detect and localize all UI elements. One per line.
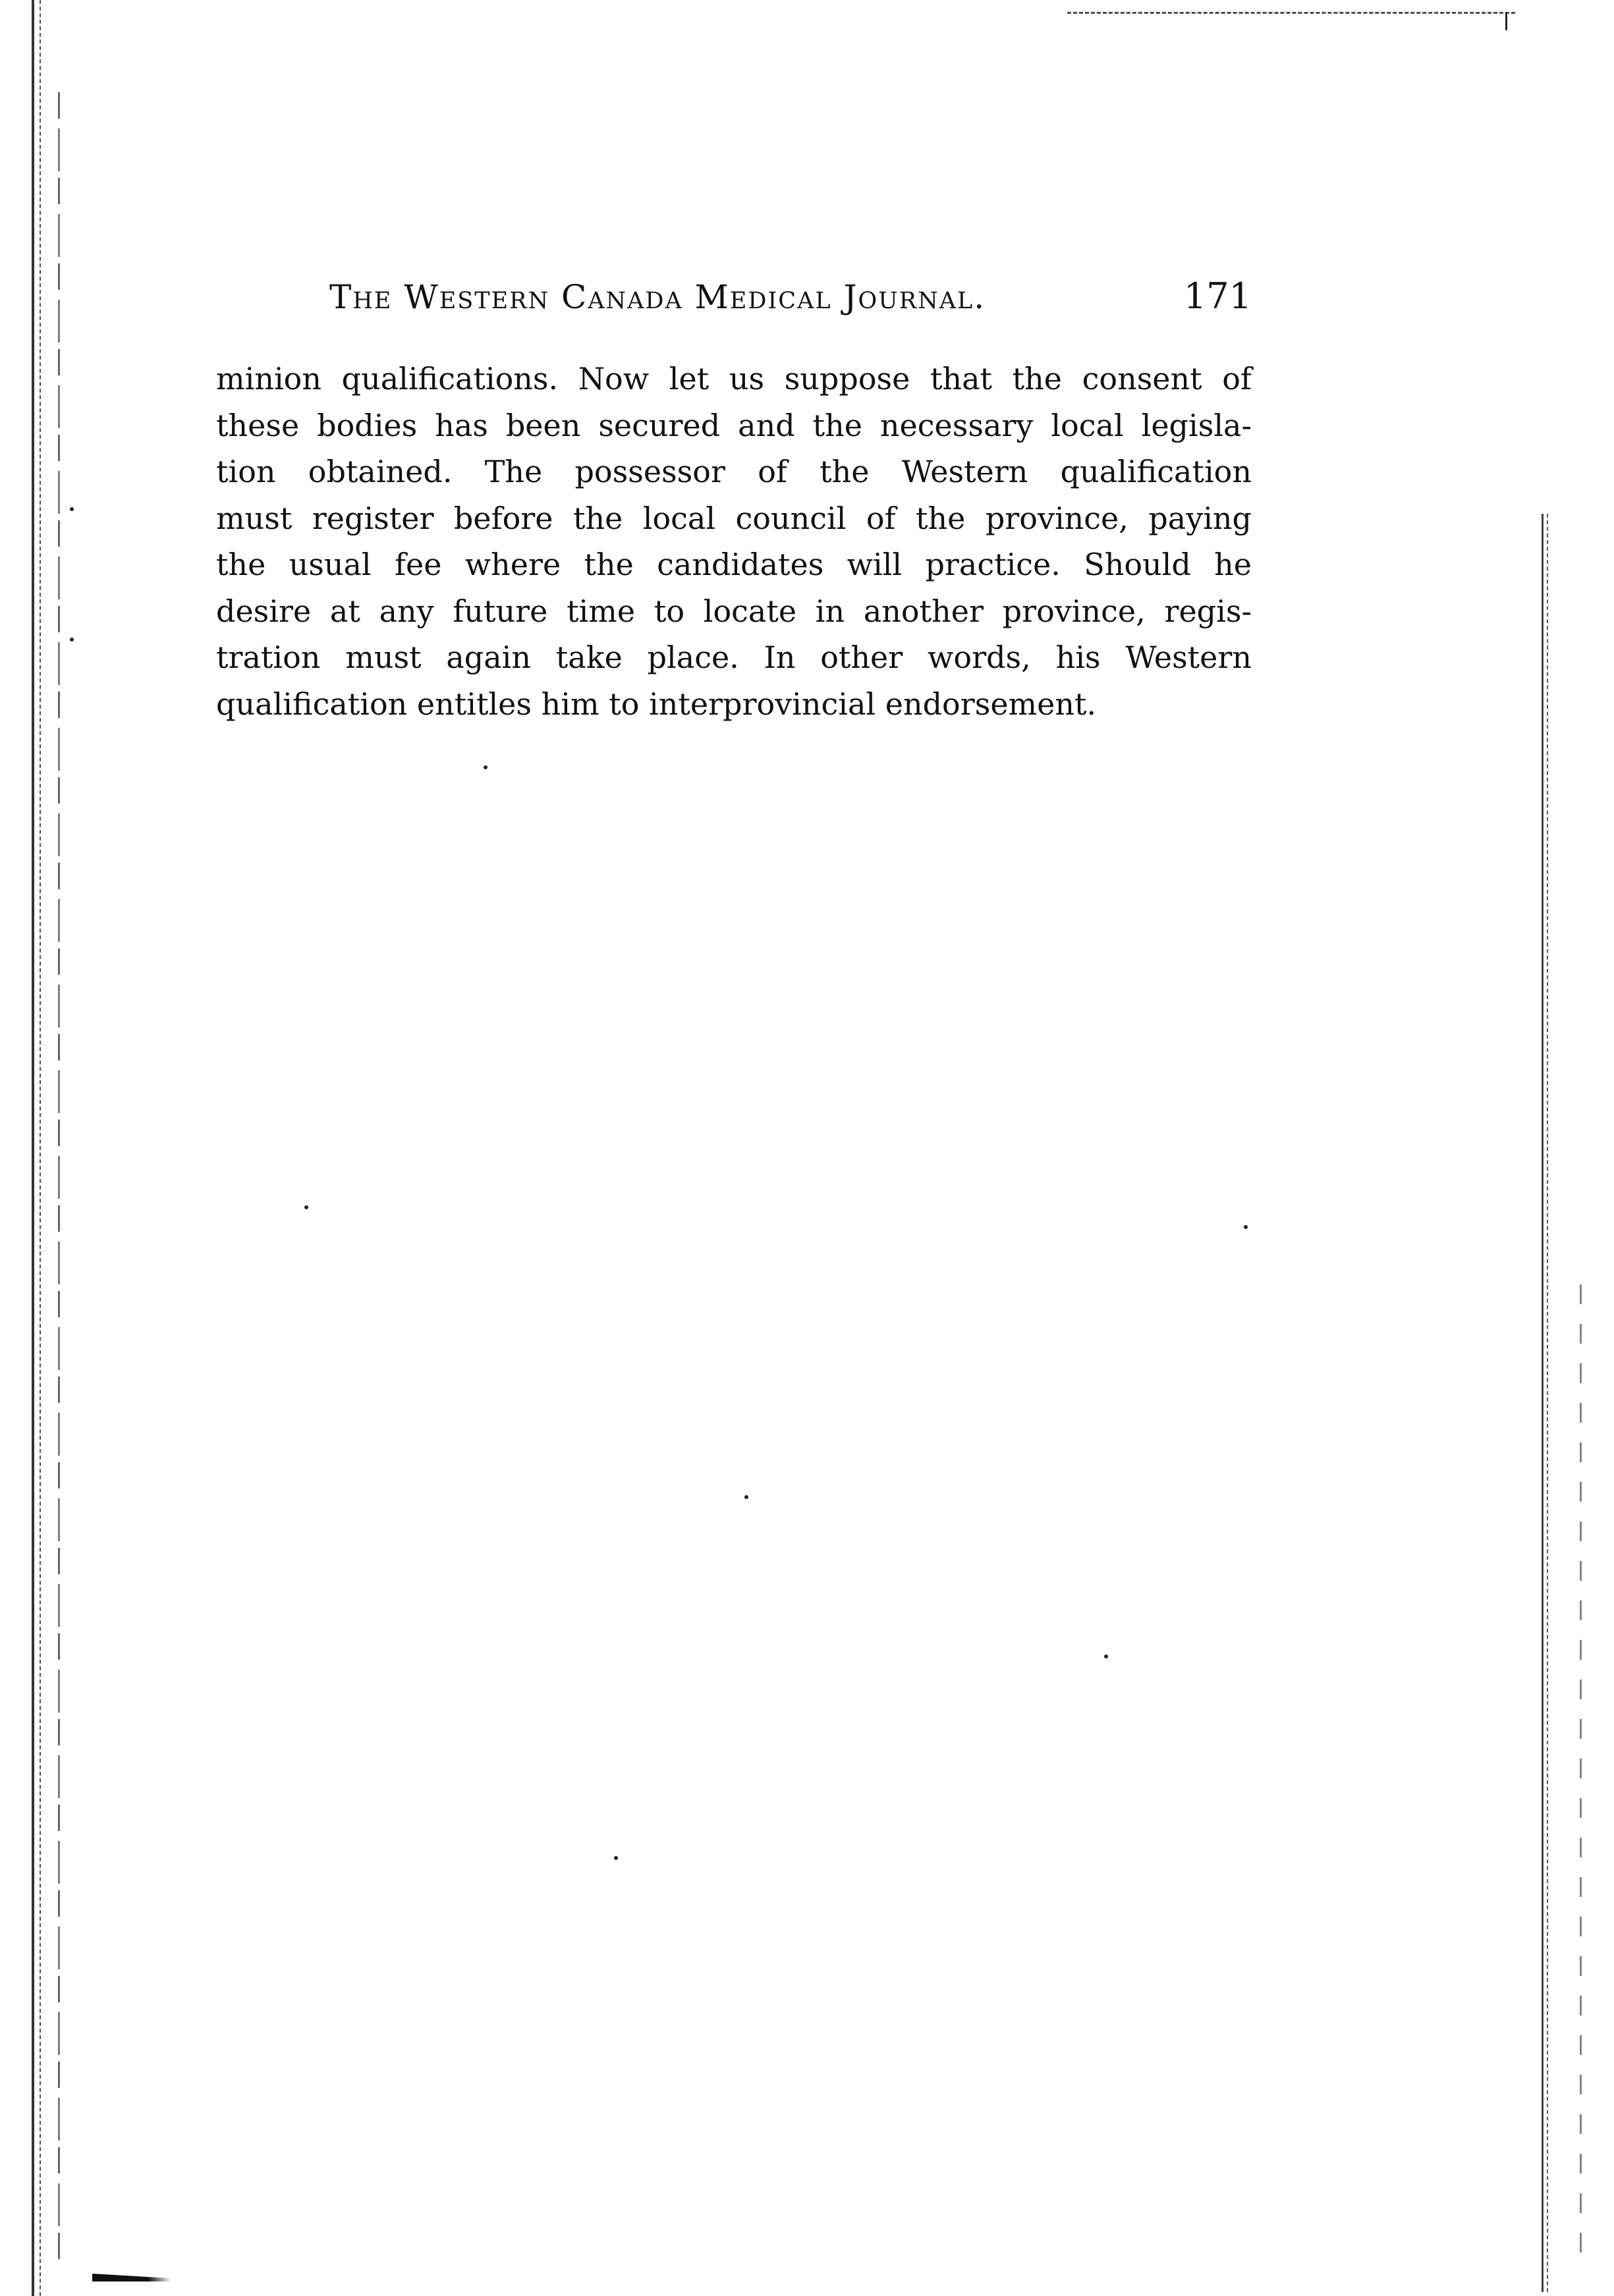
text-line: tion obtained. The possessor of the Western qualification — [216, 454, 1252, 489]
bottom-scan-mark — [92, 2274, 171, 2282]
scan-speck — [744, 1495, 748, 1499]
left-page-edge — [32, 0, 41, 2296]
top-page-edge-hook — [1505, 12, 1507, 30]
body-paragraph — [216, 356, 1252, 727]
scan-speck — [1244, 1225, 1248, 1229]
scan-speck — [70, 507, 74, 511]
text-line: desire at any future time to locate in another province, regis- — [216, 593, 1252, 629]
scan-speck — [304, 1205, 308, 1209]
scan-speck — [1104, 1654, 1108, 1658]
scan-speck — [484, 765, 487, 769]
right-page-edge-shadow — [1580, 1284, 1582, 2259]
journal-title: The Western Canada Medical Journal. — [329, 278, 986, 316]
running-head — [329, 275, 1252, 328]
text-line: minion qualifications. Now let us suppose that the consent of — [216, 361, 1252, 396]
text-line: these bodies has been secured and the necessary local legisla- — [216, 407, 1252, 443]
text-line: the usual fee where the candidates will practice. Should he — [216, 547, 1252, 582]
text-line: tration must again take place. In other words, his Western — [216, 640, 1252, 675]
left-page-edge-shadow — [58, 92, 60, 2266]
top-page-edge — [1067, 12, 1515, 14]
text-line: must register before the local council of the province, paying — [216, 500, 1252, 536]
page-number: 171 — [1183, 275, 1252, 317]
scan-speck — [614, 1856, 618, 1860]
scan-speck — [70, 638, 74, 642]
right-page-edge — [1542, 514, 1548, 2292]
text-line: qualification entitles him to interprovincial endorsement. — [216, 686, 1097, 722]
